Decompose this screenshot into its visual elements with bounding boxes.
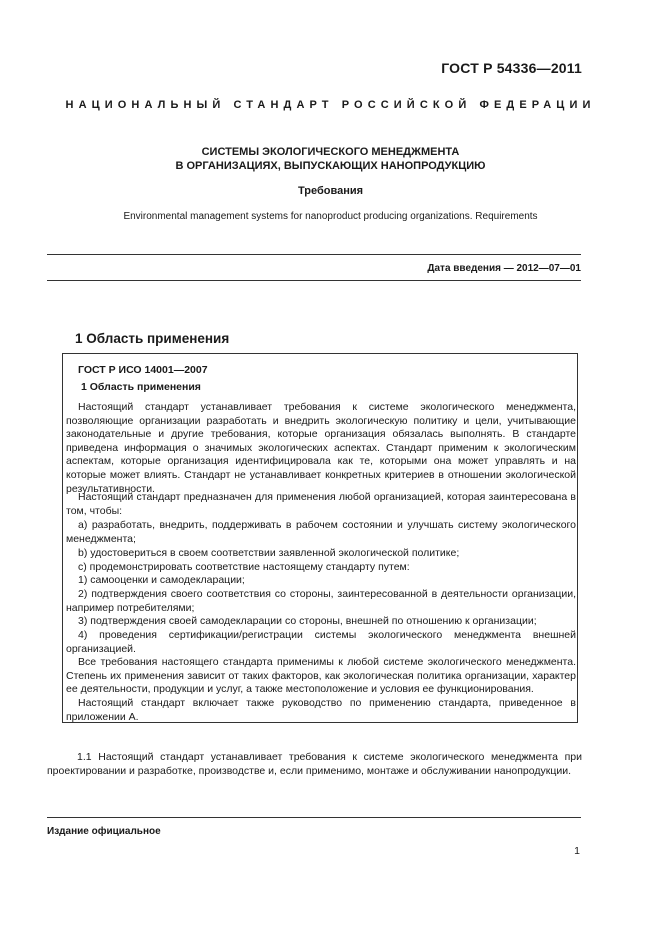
divider-date (47, 280, 581, 281)
quote-list-item: 3) подтверждения своей самодекларации со стороны, внешней по отношению к организации; (78, 615, 537, 627)
quoted-standard-number: ГОСТ Р ИСО 14001—2007 (78, 364, 208, 376)
national-standard-banner: НАЦИОНАЛЬНЫЙ СТАНДАРТ РОССИЙСКОЙ ФЕДЕРАЦИИ (65, 99, 596, 111)
document-title (60, 145, 601, 173)
title-line-2: В ОРГАНИЗАЦИЯХ, ВЫПУСКАЮЩИХ НАНОПРОДУКЦИЮ (175, 160, 486, 172)
page-number: 1 (574, 845, 580, 857)
quoted-subheading: 1 Область применения (81, 381, 201, 393)
official-edition-label: Издание официальное (47, 826, 161, 837)
section-heading: 1 Область применения (75, 331, 230, 346)
quote-paragraph: Настоящий стандарт устанавливает требования к системе экологического менеджмента, позволяющие организации разработать и внедрить экологическую политику и цели, учитывающие законодательные и другие требования, которые организация обязалась выполнять. В стандарте приведена информация о значимых экологических аспектах. Стандарт применим к экологическим аспектам, которые организация идентифицировала как те, которыми она может управлять и на которые может влиять. Стандарт не устанавливает конкретных критериев в отношении экологической результативности. (66, 401, 576, 495)
divider-footer (47, 817, 581, 818)
clause-1-1: 1.1 Настоящий стандарт устанавливает требования к системе экологического менеджмента при проектировании и разработке, производстве и, если применимо, монтаже и обслуживании нанопродукции. (47, 751, 582, 777)
divider-top (47, 254, 581, 255)
quote-list-item: c) продемонстрировать соответствие настоящему стандарту путем: (78, 561, 410, 573)
title-line-1: СИСТЕМЫ ЭКОЛОГИЧЕСКОГО МЕНЕДЖМЕНТА (201, 146, 460, 158)
quote-list-item: b) удостовериться в своем соответствии заявленной экологической политике; (78, 547, 460, 559)
quote-list-item: 4) проведения сертификации/регистрации системы экологического менеджмента внешней организацией. (66, 629, 576, 655)
english-title: Environmental management systems for nanoproduct producing organizations. Requirements (123, 211, 538, 222)
quote-list-item: 1) самооценки и самодекларации; (78, 574, 245, 586)
quote-list-item: 2) подтверждения своего соответствия со стороны, заинтересованной в деятельности организации, например потребителями; (66, 588, 576, 614)
quote-paragraph: Настоящий стандарт включает также руководство по применению стандарта, приведенное в приложении А. (66, 697, 576, 723)
quote-list-item: a) разработать, внедрить, поддерживать в рабочем состоянии и улучшать систему экологического менеджмента; (66, 519, 576, 545)
document-number: ГОСТ Р 54336—2011 (441, 60, 582, 76)
introduction-date: Дата введения — 2012—07—01 (427, 263, 581, 274)
document-subtitle: Требования (297, 185, 364, 197)
quote-paragraph: Настоящий стандарт предназначен для применения любой организацией, которая заинтересована в том, чтобы: (66, 491, 576, 517)
quote-paragraph: Все требования настоящего стандарта применимы к любой системе экологического менеджмента. Степень их применения зависит от таких факторов, как экологическая политика организации, характер ее деятельности, продукции и услуг, а также местоположение и условия ее функционирования. (66, 656, 576, 696)
